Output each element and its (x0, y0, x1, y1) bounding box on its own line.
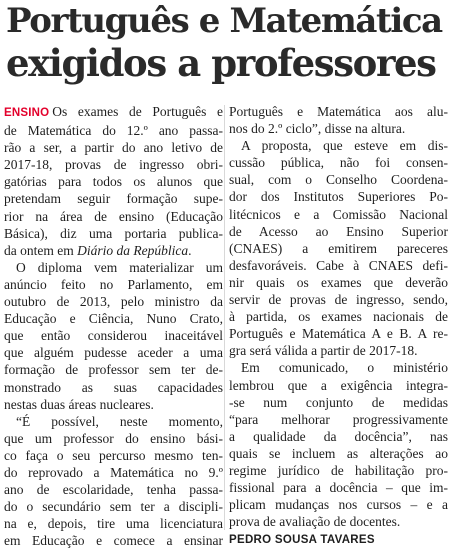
column-divider (224, 105, 225, 530)
text-line: lembrou que a exigência integra- (229, 377, 448, 393)
paragraph-5 (229, 137, 448, 359)
text-line: formação de professor sem ter de- (4, 362, 223, 378)
text-line: nir quais os exames que deverão (229, 274, 448, 290)
text-line: O diploma vem materializar um (16, 259, 223, 275)
text-line: “É possível, neste momento, (16, 413, 223, 429)
text-line: Português e Matemática A e B. A re- (229, 326, 448, 342)
text-line: pretendam seguir formação supe- (4, 191, 223, 207)
text-line: de Matemática do 12.º ano passa- (4, 123, 223, 139)
text-line: que alguém pudesse aceder a uma (4, 345, 223, 361)
text-fragment: da ontem em (4, 242, 78, 258)
left-column (4, 103, 223, 549)
text-line: “para melhorar progressivamente (229, 411, 448, 427)
text-line: anúncio feito no Parlamento, em (4, 276, 223, 292)
text-line: cussão pública, não foi consen- (229, 155, 448, 171)
text-line: sual, com o Conselho Coordena- (229, 172, 448, 188)
paragraph-6 (229, 359, 448, 530)
text-line: rão a ser, a partir do ano letivo de (4, 140, 223, 156)
text-line: regime jurídico de habilitação pro- (229, 462, 448, 478)
section-kicker: ENSINO (4, 107, 50, 119)
text-line: quais se incluem as alterações ao (229, 445, 448, 461)
text-line: do reprovado a Matemática no 9.º (4, 464, 223, 480)
text-line: plicam mudanças nos cursos – e a (229, 497, 448, 513)
text-line: de Acesso ao Ensino Superior (229, 223, 448, 239)
text-line: nos do 2.º ciclo”, disse na altura. (229, 121, 406, 137)
text-line: rior na área de ensino (Educação (4, 208, 223, 224)
text-line: prova de avaliação de docentes. (229, 514, 401, 530)
paragraph-3 (4, 413, 223, 549)
newspaper-title: Diário da República (77, 242, 189, 258)
paragraph-2 (4, 259, 223, 413)
text-line: monstrado as suas capacidades (4, 379, 223, 395)
text-line: litécnicos e a Comissão Nacional (229, 206, 448, 222)
text-line (4, 242, 223, 259)
text-line: desfavoráveis. Cabe à CNAES defi- (229, 257, 448, 273)
text-line: na e, depois, tire uma licenciatura (4, 516, 223, 532)
text-line: outubro de 2013, pelo ministro da (4, 294, 223, 310)
paragraph-4 (229, 103, 448, 137)
text-line: à partida, os exames nacionais de (229, 309, 448, 325)
text-line: gatórias para todos os alunos que (4, 174, 223, 190)
author-byline: PEDRO SOUSA TAVARES (229, 534, 375, 547)
text-line: gra será válida a partir de 2017-18. (229, 343, 418, 359)
text-line: (CNAES) a emitirem pareceres (229, 240, 448, 256)
text-line: nestas duas áreas nucleares. (4, 396, 154, 412)
text-line: a qualidade da docência”, nas (229, 428, 448, 444)
article-headline (6, 0, 446, 84)
text-line: 2017-18, provas de ingresso obri- (4, 157, 223, 173)
text-line: servir de provas de ingresso, sendo, (229, 292, 448, 308)
text-line: Básica), diz uma portaria publica- (4, 225, 223, 241)
headline-line-1: Português e Matemática (6, 1, 442, 41)
text-line: Português e Matemática aos alu- (229, 104, 448, 119)
text-line: dor dos Institutos Superiores Po- (229, 189, 448, 205)
text-line: fissional para a docência – que im- (229, 480, 448, 496)
text-line: em Educação e comece a ensinar (4, 533, 223, 549)
text-line: Em comunicado, o ministério (241, 360, 448, 376)
text-line: -se num conjunto de medidas (229, 394, 448, 410)
paragraph-1 (4, 103, 223, 259)
text-line: Educação e Ciência, Nuno Crato, (4, 311, 223, 327)
text-line: que um professor do ensino bási- (4, 430, 223, 446)
text-line: A proposta, que esteve em dis- (241, 138, 448, 154)
right-column (229, 103, 448, 549)
text-fragment: . (188, 242, 192, 258)
text-line: que então considerou inaceitável (4, 328, 223, 344)
text-line: ano de escolaridade, tenha passa- (4, 482, 223, 498)
headline-line-2: exigidos a professores (6, 41, 436, 85)
text-line: do o secundário sem ter a discipli- (4, 499, 223, 515)
text-line: Os exames de Português e (52, 104, 223, 119)
text-line: co faça o seu percurso mesmo ten- (4, 447, 223, 463)
